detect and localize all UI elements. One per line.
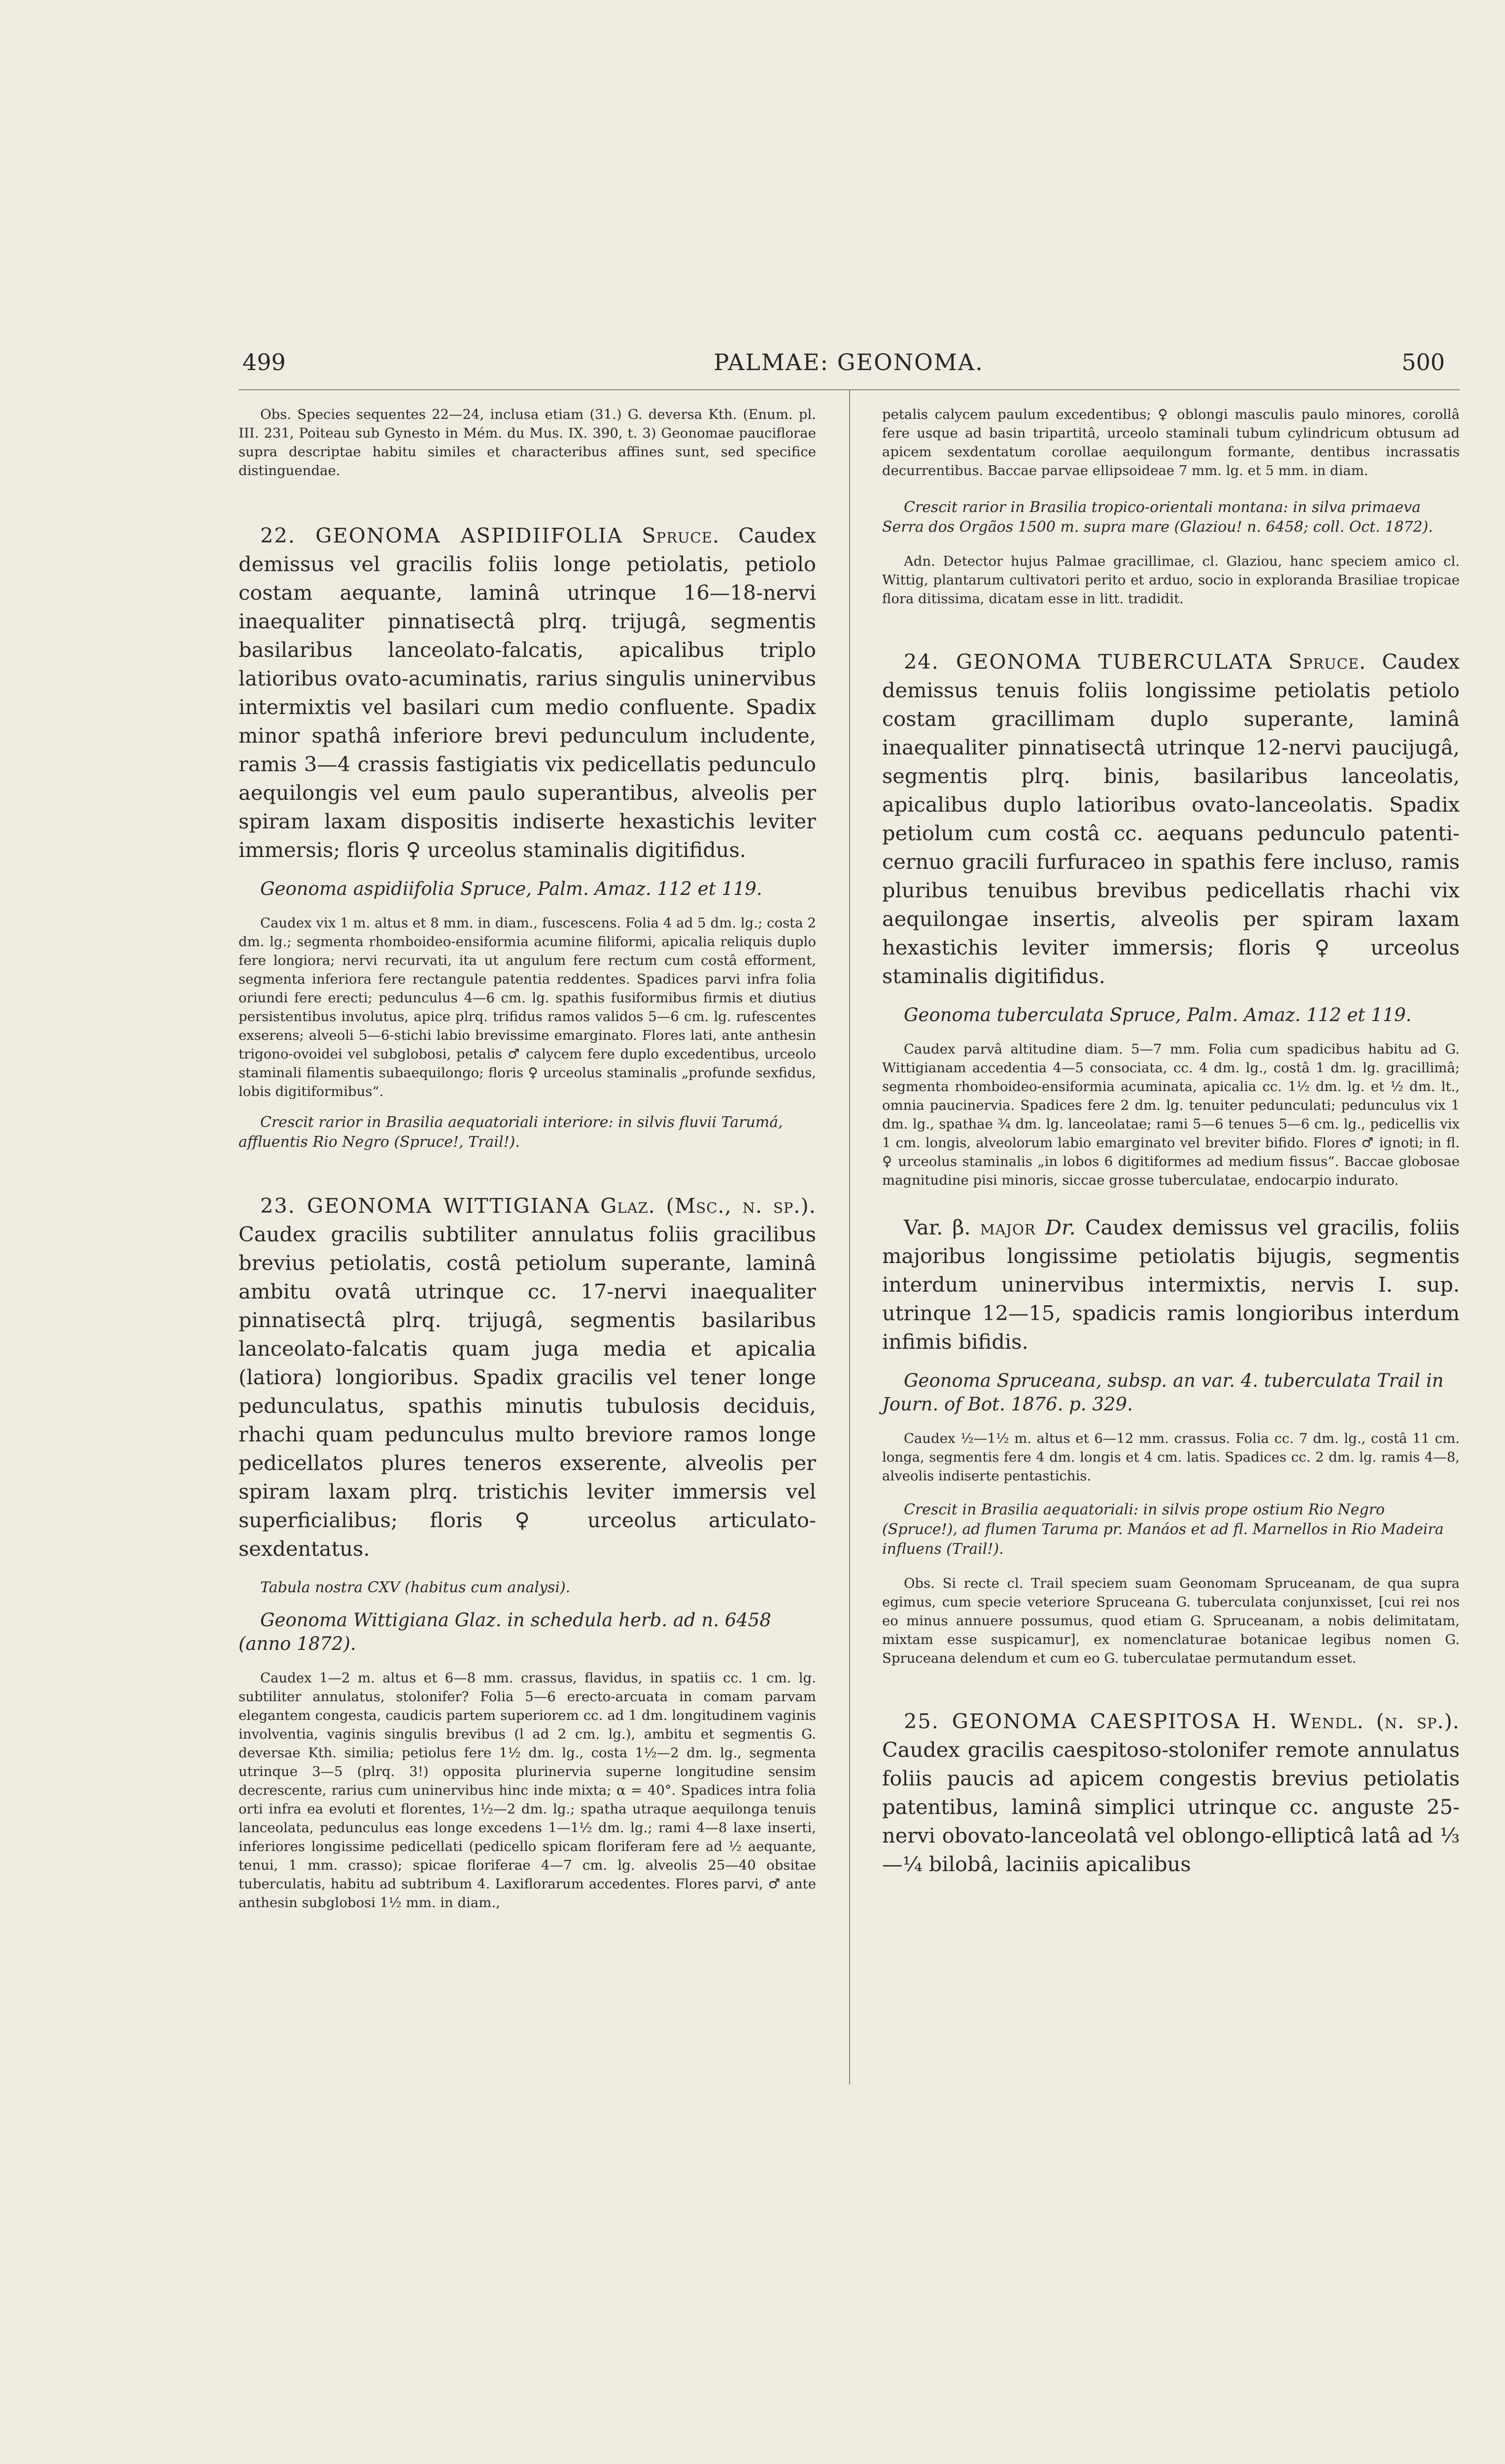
species-23-details-continued: petalis calycem paulum excedentibus; ♀ oblongi masculis paulo minores, corollâ fere usque ad basin tripartitâ, urceolo staminali tubum cylindricum obtusum ad apicem sexdentatum corollae aequilongum formante, dentibus incrassatis decurrentibus. Baccae parvae ellipsoideae 7 mm. lg. et 5 mm. in diam. xyxy=(882,407,1460,479)
variety-label: Var. β. xyxy=(904,1215,971,1239)
page-number-left: 499 xyxy=(242,349,286,376)
species-24-details: Caudex parvâ altitudine diam. 5—7 mm. Folia cum spadicibus habitu ad G. Wittigianam accedentia 4—5 consociata, cc. 4 dm. lg., costâ 1 dm. lg. gracillimâ; segmenta rhomboideo-ensiformia acuminata, apicalia cc. 1½ dm. lg. et ½ dm. lt., omnia paucinervia. Spadices fere 2 dm. lg. tenuiter pedunculati; pedunculus vix 1 dm. lg., spathae ¾ dm. lg. lanceolatae; rami 5—6 tenues 5—6 cm. lg., pedicellis vix 1 cm. longis, alveolorum labio emarginato vel breviter bifido. Flores ♂ ignoti; in fl. ♀ urceolus staminalis „in lobos 6 digitiformes ad medium fissus“. Baccae globosae magnitudine pisi minoris, siccae grosse tuberculatae, endocarpio indurato. xyxy=(882,1041,1460,1188)
variety-citation: Geonoma Spruceana, subsp. an var. 4. tuberculata Trail in Journ. of Bot. 1876. p. 329. xyxy=(882,1370,1444,1415)
species-22-author: Spruce. xyxy=(642,523,720,548)
obs-intro: Obs. Species sequentes 22—24, inclusa etiam (31.) G. deversa Kth. (Enum. pl. III. 231, Poiteau sub Gynesto in Mém. du Mus. IX. 390, t. 3) Geonomae pauciflorae supra descriptae habitu similes et characteribus affines sunt, sed specifice distinguendae. xyxy=(239,407,816,479)
species-22-text: Caudex demissus vel gracilis foliis longe petiolatis, petiolo costam aequante, laminâ utrinque 16—18-nervi inaequaliter pinnatisectâ plrq. trijugâ, segmentis basilaribus lanceolato-falcatis, apicalibus triplo latioribus ovato-acuminatis, rarius singulis uninervibus intermixtis vel basilari cum medio confluente. Spadix minor spathâ inferiore brevi pedunculum includente, ramis 3—4 crassis fastigiatis vix pedicellatis pedunculo aequilongis vel eum paulo superantibus, alveolis per spiram laxam dispositis indiserte hexastichis leviter immersis; floris ♀ urceolus staminalis digitifidus. xyxy=(239,523,816,862)
observatio-trail: Obs. Si recte cl. Trail speciem suam Geonomam Spruceanam, de qua supra egimus, cum specie veteriore Spruceana G. tuberculata conjunxisset, [cui rei nos eo minus annuere possumus, quod etiam G. Spruceanam, a nobis delimitatam, mixtam esse suspicamur], ex nomenclaturae botanicae legibus nomen G. Spruceana delendum et cum eo G. tuberculatae permutandum esset. xyxy=(882,1575,1460,1666)
species-23-tabula: Tabula nostra CXV (habitus cum analysi). xyxy=(260,1579,571,1596)
variety-text: Caudex demissus vel gracilis, foliis majoribus longissime petiolatis bijugis, segmentis interdum uninervibus intermixtis, nervis I. sup. utrinque 12—15, spadicis ramis longioribus interdum infimis bifidis. xyxy=(882,1215,1460,1354)
species-23-author: Glaz. (Msc., n. sp.). xyxy=(600,1194,816,1218)
species-24-citation: Geonoma tuberculata Spruce, Palm. Amaz. 112 et 119. xyxy=(904,1004,1412,1026)
variety-description xyxy=(882,1213,1460,1356)
species-24-text: Caudex demissus tenuis foliis longissime petiolatis petiolo costam gracillimam duplo superante, laminâ inaequaliter pinnatisectâ utrinque 12-nervi paucijugâ, segmentis plrq. binis, basilaribus lanceolatis, apicalibus duplo latioribus ovato-lanceolatis. Spadix petiolum cum costâ cc. aequans pedunculo patenti-cernuo gracili furfuraceo in spathis fere incluso, ramis pluribus tenuibus brevibus pedicellatis rhachi vix aequilongae insertis, alveolis per spiram laxam hexastichis leviter immersis; floris ♀ urceolus staminalis digitifidus. xyxy=(882,650,1460,988)
running-title: PALMAE: GEONOMA. xyxy=(714,349,984,376)
species-25-description xyxy=(882,1707,1460,1879)
adnotatio: Adn. Detector hujus Palmae gracillimae, cl. Glaziou, hanc speciem amico cl. Wittig, plantarum cultivatori perito et arduo, socio in exploranda Brasiliae tropicae flora ditissima, dicatam esse in litt. tradidit. xyxy=(882,553,1460,607)
species-23-title: 23. GEONOMA WITTIGIANA xyxy=(260,1194,590,1218)
variety-details: Caudex ½—1½ m. altus et 6—12 mm. crassus. Folia cc. 7 dm. lg., costâ 11 cm. longa, segmentis fere 4 dm. longis et 4 cm. latis. Spadices cc. 2 dm. lg. ramis 4—8, alveolis indiserte pentastichis. xyxy=(882,1431,1460,1484)
species-25-text: Caudex gracilis caespitoso-stolonifer remote annulatus foliis paucis ad apicem congestis brevius petiolatis patentibus, laminâ simplici utrinque cc. anguste 25-nervi obovato-lanceolatâ vel oblongo-ellipticâ latâ ad ⅓—¼ bilobâ, laciniis apicalibus xyxy=(882,1738,1460,1876)
left-column xyxy=(239,405,816,1912)
species-23-citation: Geonoma Wittigiana Glaz. in schedula herb. ad n. 6458 (anno 1872). xyxy=(239,1609,771,1654)
species-23-locality: Crescit rarior in Brasilia tropico-orientali montana: in silva primaeva Serra dos Orgãos 1500 m. supra mare (Glaziou! n. 6458; coll. Oct. 1872). xyxy=(882,499,1433,536)
species-24-title: 24. GEONOMA TUBERCULATA xyxy=(904,650,1273,674)
variety-name: major xyxy=(980,1215,1036,1239)
species-25-title: 25. GEONOMA CAESPITOSA xyxy=(904,1709,1240,1733)
species-22-locality: Crescit rarior in Brasilia aequatoriali interiore: in silvis fluvii Tarumá, affluentis Rio Negro (Spruce!, Trail!). xyxy=(239,1114,783,1151)
species-22-title: 22. GEONOMA ASPIDIIFOLIA xyxy=(260,523,623,548)
species-24-description xyxy=(882,648,1460,991)
species-22-details: Caudex vix 1 m. altus et 8 mm. in diam., fuscescens. Folia 4 ad 5 dm. lg.; costa 2 dm. lg.; segmenta rhomboideo-ensiformia acumine filiformi, apicalia reliquis duplo fere longiora; nervi recurvati, ita ut angulum fere rectum cum costâ efforment, segmenta inferiora fere rectangule patentia reddentes. Spadices parvi infra folia oriundi fere erecti; pedunculus 4—6 cm. lg. spathis fusiformibus firmis et diutius persistentibus involutus, apice plrq. trifidus ramos validos 5—6 cm. lg. rufescentes exserens; alveoli 5—6-stichi labio brevissime emarginato. Flores lati, ante anthesin trigono-ovoidei vel subglobosi, petalis ♂ calycem fere duplo excedentibus, urceolo staminali filamentis subaequilongo; floris ♀ urceolus staminalis „profunde sexfidus, lobis digitiformibus“. xyxy=(239,915,816,1099)
species-23-text: Caudex gracilis subtiliter annulatus foliis gracilibus brevius petiolatis, costâ petiolum superante, laminâ ambitu ovatâ utrinque cc. 17-nervi inaequaliter pinnatisectâ plrq. trijugâ, segmentis basilaribus lanceolato-falcatis quam juga media et apicalia (latiora) longioribus. Spadix gracilis vel tener longe pedunculatus, spathis minutis tubulosis deciduis, rhachi quam pedunculus multo breviore ramos longe pedicellatos plures teneros exserente, alveolis per spiram laxam plrq. tristichis leviter immersis vel superficialibus; floris ♀ urceolus articulato-sexdentatus. xyxy=(239,1222,816,1561)
species-22-citation: Geonoma aspidiifolia Spruce, Palm. Amaz. 112 et 119. xyxy=(260,878,762,899)
species-23-description xyxy=(239,1192,816,1563)
column-divider xyxy=(849,389,850,2085)
variety-locality: Crescit in Brasilia aequatoriali: in silvis prope ostium Rio Negro (Spruce!), ad flumen Taruma pr. Manáos et ad fl. Marnellos in Rio Madeira influens (Trail!). xyxy=(882,1501,1444,1558)
species-25-author: H. Wendl. (n. sp.). xyxy=(1252,1709,1460,1733)
page-header xyxy=(238,349,1460,388)
variety-author: Dr. xyxy=(1045,1215,1076,1239)
page-number-right: 500 xyxy=(1402,349,1445,376)
right-column xyxy=(882,405,1460,1879)
species-24-author: Spruce. xyxy=(1288,650,1367,674)
species-22-description xyxy=(239,521,816,864)
species-23-details: Caudex 1—2 m. altus et 6—8 mm. crassus, flavidus, in spatiis cc. 1 cm. lg. subtiliter annulatus, stolonifer? Folia 5—6 erecto-arcuata in comam parvam elegantem congesta, caudicis partem superiorem cc. ad 1 dm. longitudinem vaginis involventia, vaginis singulis brevibus (l ad 2 cm. lg.), ambitu et segmentis G. deversae Kth. similia; petiolus fere 1½ dm. lg., costa 1½—2 dm. lg., segmenta utrinque 3—5 (plrq. 3!) opposita plurinervia superne longitudine sensim decrescente, rarius cum uninervibus hinc inde mixta; α = 40°. Spadices intra folia orti infra ea evoluti et florentes, 1½—2 dm. lg.; spatha utraque aequilonga tenuis lanceolata, pedunculus eas longe excedens 1—1½ dm. lg.; rami 4—8 laxe inserti, inferiores longissime pedicellati (pedicello spicam floriferam fere ad ½ aequante, tenui, 1 mm. crasso); spicae floriferae 4—7 cm. lg. alveolis 25—40 obsitae tuberculatis, habitu ad subtribum 4. Laxiflorarum accedentes. Flores parvi, ♂ ante anthesin subglobosi 1½ mm. in diam., xyxy=(239,1670,816,1911)
